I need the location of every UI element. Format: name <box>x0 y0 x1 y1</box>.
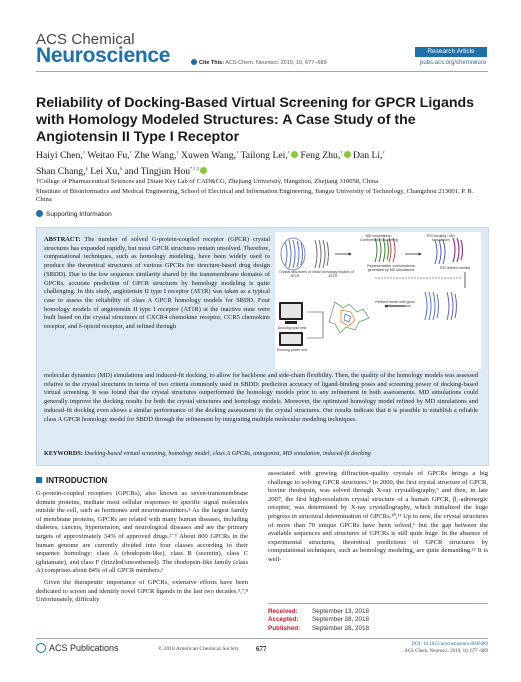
supporting-info-icon <box>36 210 43 217</box>
protein-structure-icon <box>425 292 457 320</box>
acs-logo-icon <box>36 643 46 653</box>
supporting-info-link[interactable]: Supporting Information <box>36 210 112 218</box>
journal-name-line1: ACS Chemical <box>36 31 135 48</box>
body-column-right <box>268 470 488 565</box>
author[interactable]: and Tingjun Hou*,†,‡ <box>124 166 207 177</box>
doi-block <box>400 642 488 655</box>
graphic-label: IFD docking / MD simulations <box>427 234 455 242</box>
abstract-text-bottom: molecular dynamics (MD) simulations and induced-fit docking, to allow for backbone and side-chain flexibility. Then, the quality of the homology models was assessed relative to the crystal structures in terms of two criteria commonly used in SBDD: prediction accuracy of ligand-binding poses and screening power of docking-based virtual screening. It was found that the crystal structures outperformed the homology models prior to any refinement in both assessments. MD simulations could generally improve the docking results for both the crystal structures and homology models. Moreover, the optimized homology model refined by MD simulations and induced-fit docking even shows a similar performance of the docking assessment to the crystal structures. Our results indicate that it is possible to establish a reliable class A GPCR homology model for SBDD through the refinement by integrating multiple molecular modeling techniques. <box>44 372 478 423</box>
date-published: Published: September 28, 2018 <box>268 624 370 632</box>
journal-name-line2: Neuroscience <box>36 44 171 67</box>
graphical-abstract <box>275 232 481 370</box>
computer-icon <box>279 302 303 346</box>
footer-divider <box>36 638 488 639</box>
date-received: Received: September 13, 2018 <box>268 608 370 615</box>
paragraph: associated with growing diffraction-quality crystals of GPCRs brings a big challenge to solving GPCR structures.⁹ In 2000, the first crystal structure of GPCR, bovine rhodopsin, was solved through X-ray crystallography,⁹ and then, in late 2007, the first high-resolution crystal structure of a human GPCR, β₂-adrenergic receptor, was determined by X-ray crystallography, which initialized the huge progress in structural determination of GPCRs.¹⁰,¹¹ Up to now, the crystal structures of more than 70 unique GPCRs have been solved,⁶ but the gap between the available sequences and structures of GPCRs is still quite huge. In the absence of experimental structures, theoretical predictions of GPCR structures by computational techniques, such as homology modeling, are quite demanding.¹² It is well- <box>268 470 488 563</box>
graphic-label: Representative conformations generated by MD simulations <box>367 264 415 272</box>
cite-text: ACS Chem. Neurosci. 2019, 10, 677−689 <box>225 60 327 66</box>
author[interactable]: Lei Xu,§ <box>90 166 123 178</box>
header-divider <box>36 71 488 72</box>
graphic-label: IFD refined models <box>439 266 471 270</box>
body-column-left <box>36 490 248 608</box>
cite-icon[interactable] <box>191 59 197 65</box>
publication-dates <box>268 603 488 633</box>
doi-link[interactable]: DOI: 10.1021/acschemneuro.8b00489 <box>411 642 488 647</box>
keywords-label: KEYWORDS: <box>44 450 83 457</box>
abstract-heading: ABSTRACT: <box>44 236 81 243</box>
author[interactable]: Dan Li,† <box>352 150 385 162</box>
affiliations <box>36 178 488 206</box>
protein-structure-icon <box>281 238 305 270</box>
paragraph: Given the therapeutic importance of GPCRs, extensive efforts have been dedicated to screen and identify novel GPCR ligands in the last two decades.⁵,⁷,⁸ Unfortunately, difficulty <box>36 578 248 604</box>
graphic-label: MD simulations / Conformation clustering <box>360 234 398 242</box>
affiliation-2: §Institute of Bioinformatics and Medical Engineering, School of Electrical and Information Engineering, Jiangsu University of Technology, Changzhou 213001, P. R. China <box>36 187 474 204</box>
paragraph: G-protein-coupled receptors (GPCRs), also known as seven-transmembrane domain proteins, mediate most cellular responses to specific signal molecules outside the cell, such as hormones and neurotransmitters.¹ As the largest family of membrane proteins, GPCRs are related with many human diseases, including diabetes, cancers, hypertension, and neurological diseases and are the primary targets of approximately 34% of approved drugs.²⁻⁵ About 800 GPCRs in the human genome are currently divided into four classes according to their sequence homology: class A (rhodopsin-like), class B (secretin), class C (glutamate), and class F (frizzled/smoothened). The rhodopsin-like family (class A) comprises about 84% of all GPCR members.⁶ <box>36 490 248 575</box>
section-heading-introduction: INTRODUCTION <box>36 476 107 485</box>
graphic-label: Docking pose test <box>277 326 307 330</box>
cite-label[interactable]: Cite This: <box>199 60 225 66</box>
article-type-badge: Research Article <box>415 47 487 57</box>
author[interactable]: Haiyi Chen,† <box>36 150 86 162</box>
author[interactable]: Zhe Wang,† <box>134 150 179 162</box>
footer-citation: ACS Chem. Neurosci. 2019, 10, 677−689 <box>404 648 488 654</box>
affiliation-1: †College of Pharmaceutical Sciences and ‡State Key Lab of CAD&CG, Zhejiang University, Hangzhou, Zhejiang 310058, China <box>36 178 379 185</box>
graphic-label: Initial homology models of AT1R <box>312 270 354 278</box>
author[interactable]: Shan Chang,§ <box>36 166 88 178</box>
protein-structure-icon <box>315 240 329 268</box>
citation-line <box>191 59 327 66</box>
keywords-text: Docking-based virtual screening, homology model, class A GPCRs, antagonist, MD simulation, induced-fit docking <box>84 450 371 457</box>
graphic-label: Crystal structures of AT1R <box>279 270 311 278</box>
journal-url-link[interactable]: pubs.acs.org/chemneuro <box>420 60 487 66</box>
docking-pose-icon <box>329 302 369 333</box>
author[interactable]: Tailong Lei,† <box>241 150 298 161</box>
abstract-text-top <box>44 236 270 332</box>
publisher-logo[interactable]: ACS Publications <box>36 643 119 653</box>
orcid-icon[interactable] <box>200 167 207 174</box>
section-marker-icon <box>36 477 42 483</box>
article-title: Reliability of Docking-Based Virtual Screening for GPCR Ligands with Homology Modeled Structures: A Case Study of the Angiotensin II Type I Receptor <box>36 95 475 145</box>
graphic-label: Docking power test <box>276 348 308 352</box>
page-number: 677 <box>256 645 267 653</box>
author-list <box>36 146 486 178</box>
date-accepted: Accepted: September 28, 2018 <box>268 616 370 624</box>
author[interactable]: Weitao Fu,† <box>87 150 132 162</box>
keywords <box>44 450 478 457</box>
orcid-icon[interactable] <box>344 151 351 158</box>
author[interactable]: Xuwen Wang,† <box>181 150 239 162</box>
copyright: © 2018 American Chemical Society <box>158 646 239 652</box>
graphic-label: Refined model with good performance <box>375 300 415 308</box>
abstract-body-top: The number of solved G-protein-coupled receptor (GPCR) crystal structures has expanded rapidly, but most GPCR structures remain unsolved. Therefore, computational techniques, such as homology modeling, have been widely used to produce the theoretical structures of various GPCRs for structure-based drug design (SBDD). Due to the low sequence similarity shared by the transmembrane domains of GPCRs, accurate prediction of GPCR structures by homology modeling is quite challenging. In this study, angiotensin II type I receptor (AT1R) was taken as a typical case to assess the reliability of class A GPCR homology models for SBDD. Four homology models of angiotensin II type I receptor (AT1R) at the inactive state were built based on the crystal structures of CXCR4 chemokine receptor, CCR5 chemokine receptor, and δ-opioid receptor, and refined through <box>44 236 270 331</box>
author[interactable]: Feng Zhu,† <box>300 150 350 161</box>
orcid-icon[interactable] <box>291 151 298 158</box>
